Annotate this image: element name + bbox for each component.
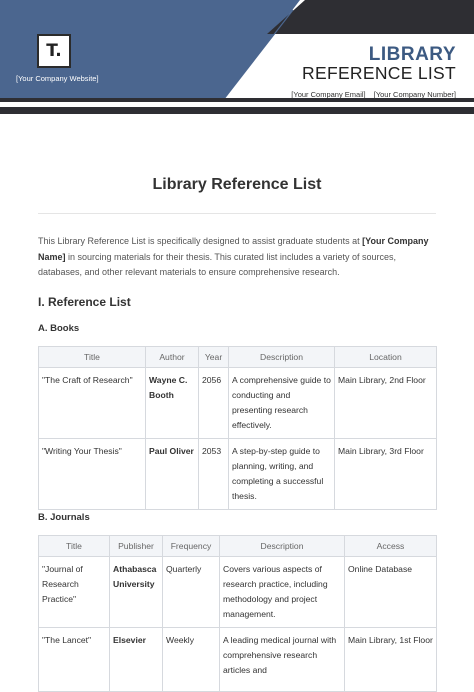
journal-frequency: Quarterly [163, 557, 220, 628]
column-header: Author [146, 347, 199, 368]
table-row [39, 557, 437, 628]
company-logo [37, 34, 71, 68]
journal-publisher: Elsevier [110, 628, 163, 692]
intro-text-1: This Library Reference List is specifically designed to assist graduate students at [38, 236, 363, 246]
journal-access: Online Database [345, 557, 437, 628]
journal-frequency: Weekly [163, 628, 220, 692]
journal-description: A leading medical journal with comprehensive research articles and [220, 628, 345, 692]
table-row [39, 368, 437, 439]
journal-description: Covers various aspects of research practice, including methodology and project management. [220, 557, 345, 628]
section-heading: I. Reference List [38, 295, 131, 309]
table-header-row [39, 536, 437, 557]
books-heading: A. Books [38, 323, 80, 334]
logo-letter: T. [46, 41, 62, 61]
book-description: A step-by-step guide to planning, writing, and completing a successful thesis. [229, 439, 335, 510]
column-header: Location [335, 347, 437, 368]
column-header: Title [39, 347, 146, 368]
journal-publisher: Athabasca University [110, 557, 163, 628]
header-title-line1: LIBRARY [368, 44, 456, 65]
book-year: 2053 [199, 439, 229, 510]
company-number: [Your Company Number] [373, 90, 456, 99]
column-header: Frequency [163, 536, 220, 557]
header-contact [291, 90, 456, 99]
column-header: Access [345, 536, 437, 557]
book-description: A comprehensive guide to conducting and presenting research effectively. [229, 368, 335, 439]
book-location: Main Library, 2nd Floor [335, 368, 437, 439]
book-author: Wayne C. Booth [146, 368, 199, 439]
table-row [39, 439, 437, 510]
table-row [39, 628, 437, 692]
intro-paragraph [38, 234, 436, 281]
column-header: Year [199, 347, 229, 368]
book-author: Paul Oliver [146, 439, 199, 510]
table-header-row [39, 347, 437, 368]
book-year: 2056 [199, 368, 229, 439]
journal-title: "The Lancet" [39, 628, 110, 692]
column-header: Publisher [110, 536, 163, 557]
journal-access: Main Library, 1st Floor [345, 628, 437, 692]
book-title: "The Craft of Research" [39, 368, 146, 439]
page-title: Library Reference List [152, 176, 322, 193]
company-website: [Your Company Website] [16, 74, 99, 83]
books-table [38, 346, 437, 510]
book-title: "Writing Your Thesis" [39, 439, 146, 510]
journal-title: "Journal of Research Practice" [39, 557, 110, 628]
company-email: [Your Company Email] [291, 90, 366, 99]
journals-heading: B. Journals [38, 512, 90, 523]
column-header: Description [220, 536, 345, 557]
header-title-line2: REFERENCE LIST [302, 63, 456, 83]
intro-company-name: [Your Company Name] [38, 236, 429, 262]
book-location: Main Library, 3rd Floor [335, 439, 437, 510]
column-header: Title [39, 536, 110, 557]
title-divider [38, 213, 436, 214]
journals-table [38, 535, 437, 692]
intro-text-2: in sourcing materials for their thesis. This curated list includes a variety of sources, databases, and other relevant materials to ensure comprehensive research. [38, 251, 396, 277]
column-header: Description [229, 347, 335, 368]
